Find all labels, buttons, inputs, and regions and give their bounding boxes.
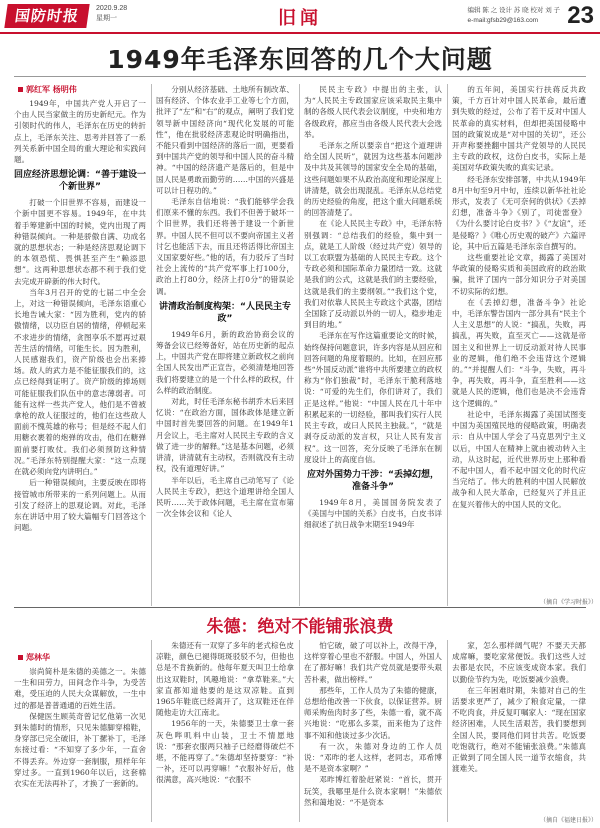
subheading: 应对外国势力干涉：“丢掉幻想，准备斗争” (307, 469, 439, 492)
article2-author: 郑林华 (26, 653, 50, 662)
editor-names: 编辑 陈 之 设计 苏 晓 校对 刘 子 (467, 7, 560, 14)
byline-square-icon (18, 655, 23, 660)
paragraph: 1956年的一天，朱德要卫士拿一套灰色哔叽料中山装，卫士不情愿地说：“那套衣服两只袖子已经磨得破烂不堪，不能再穿了。”朱德却坚持要穿：“补一补，还可以再穿嘛！”衣服补好后，他很满意，高兴地说：“衣服不 (156, 719, 294, 785)
article2-column-4 (452, 640, 586, 814)
paragraph: 这些重要社论文章，揭露了美国对华政策的侵略实质和美国政府的政治欺骗，批评了国内一部分知识分子对美国不切实际的幻想。 (452, 253, 586, 296)
article2-column-2 (156, 640, 294, 822)
paragraph: 社论中，毛泽东揭露了美国试图变中国为美国殖民地的侵略政策，明确表示：自从中国人学会了马克思列宁主义以后，中国人在精神上就由被动转入主动，从这时起，近代世界历史上那种看不起中国人，看不起中国文化的时代应当完结了。伟大的胜利的中国人民解放战争和人民大革命，已经复兴了并且正在复兴着伟大的中国人民的文化。 (452, 409, 586, 509)
weekday-text: 星期一 (96, 15, 117, 22)
date-text: 2020.9.28 (96, 5, 128, 12)
paragraph: 家，怎么那样阔气呢？不要天天都成席嘛，要吃家常便饭。我们这些人过去都是农民，不应该变成资本家。我们以勤俭节约为先，吃饭要减少浪费。 (452, 641, 586, 684)
column-divider (447, 84, 448, 606)
paragraph: 在《论人民民主专政》中，毛泽东特别强调：“总结我们的经验，集中到一点，就是工人阶级（经过共产党）领导的以工农联盟为基础的人民民主专政。这个专政必须和国际革命力量团结一致。这就是我们的公式，这就是我们的主要经验，这就是我们的主要纲领。”“我们这个党，我们对依靠人民民主专政这个武器，团结全国除了反动派以外的一切人，稳步地走到目的地。” (304, 219, 442, 330)
article1-column-1 (14, 98, 146, 606)
article1-headline: 1949年毛泽东回答的几个大问题 (107, 45, 493, 74)
article2-headline: 朱德：绝对不能铺张浪费 (206, 617, 394, 637)
article2-column-3 (304, 640, 442, 822)
paragraph: 在《丢掉幻想，准备斗争》社论中，毛泽东警告国内一部分具有“民主个人主义思想”的人说：“搞乱，失败，再搞乱，再失败，直至灭亡——这就是帝国主义和世界上一切反动派对待人民事业的逻辑，他们绝不会违背这个逻辑的。”“并提醒人们：“斗争，失败，再斗争，再失败，再斗争，直至胜利——这就是人民的逻辑，他们也是决不会违背这个逻辑的。” (452, 297, 586, 408)
masthead (0, 0, 600, 34)
column-divider (299, 84, 300, 606)
column-divider (447, 640, 448, 822)
paragraph: 1949年，中国共产党人开启了一个由人民当家做主的历史新纪元。作为引领时代的伟人，毛泽东在历史的转折点上，毛泽东关注、思考并回答了一系列关系新中国全局的重大理论和实践问题。 (14, 99, 146, 165)
column-divider (151, 640, 152, 822)
paragraph: 打破一个旧世界不容易，而建设一个新中国更不容易。1949年，在中共着手筹建新中国的时候，党内出现了两种错误倾向。一种是骄傲自满、功成名就的思想状态；一种是经济思观论调下的本领恐慌、畏惧甚至产生“赖添思想”。这两种思想状态都不利于我们党去完成开辟新的伟大时代。 (14, 198, 146, 286)
article2-byline (18, 652, 50, 663)
headline-rule (14, 76, 586, 77)
paragraph: 1949年8月，美国国务院发表了《美国与中国的关系》白皮书，白皮书详细叙述了抗日战争末期至1949年 (304, 497, 442, 530)
paragraph: 1949年6月，新的政治协商会议的筹备会议已经筹备好，站在历史新的起点上，中国共产党在即将建立新政权之前向全国人民发出严正宣告，必须清楚地回答我们将要建立的是一个什么样的政权，什么样的政治制度。 (156, 329, 294, 395)
subheading: 回应经济思想论调：“善于建设一个新世界” (14, 170, 146, 193)
paragraph: 在三年困难时期，朱德对自己的生活要求更严了，减少了粮食定量，一律不吃肉食，并反复叮嘱家人：“现在国家经济困难，人民生活艰苦，我们要想到全国人民，要同他们同甘共苦。吃饭要吃饱就行，绝对不能铺张浪费。”朱德真正做到了同全国人民一道节衣缩食，共渡难关。 (452, 685, 586, 774)
article-separator (14, 607, 586, 608)
paragraph: 经毛泽东安排部署，中共从1949年8月中旬至9月中旬，连续以新华社社论形式，发表了《无可奈何的供状》《丢掉幻想，准备斗争》《别了，司徒雷登》《为什么要讨论白皮书？》《“友谊”，还是侵略？》《唯心历史观的破产》六篇评论，其中后五篇是毛泽东亲自撰写的。 (452, 174, 586, 251)
article1-column-2 (156, 84, 294, 606)
article2-source: （摘自《福建日报》） (540, 817, 598, 824)
section-title: 旧闻 (278, 8, 322, 29)
paragraph: 半年以后，毛主席自己动笔写了《论人民民主专政》，把这个道理讲给全国人民听……关于政体问题，毛主席在宣布第一次全体会议和《论人 (156, 475, 294, 519)
article1-source: （摘自《学习时报》） (540, 599, 598, 606)
paragraph: 保健医生顾英奇曾记忆他第一次见到朱德时的情形，只见朱德脚穿棉鞋，身穿部已完全破旧，补丁摞补丁，毛泽东接过看：“不知穿了多少年，一直舍不得丢弃。外边穿一套制服，照样年年穿过多。一直到1960年以后，这套棉衣实在无法再补了，才换了一套新的。 (14, 711, 146, 789)
paragraph: 崇尚简朴是朱德的美德之一。朱德一生和田劳力，田间念作斗争，为受苦难，受压迫的人民大众谋解放，一生中过的都是普普通通的百姓生活。 (14, 667, 146, 710)
subheading: 讲清政治制度构架：“人民民主专政” (159, 301, 291, 324)
paragraph: 毛泽东之所以要亲自“把这个道理讲给全国人民听”，就因为这些基本问题涉及中共及其领导的国家安全全局的基础，这些问题如果不从政治高度和理论深度上讲清楚，就会出现混乱。毛泽东从总结党的历史经验的角度，把这个重大问题系统的回答清楚了。 (304, 141, 442, 218)
paragraph: 邓昨博红着脸赶紧说：“首长，贯开玩笑，我哪里是什么资本家啊！”朱德依然和蔼地说：“不是资本 (304, 775, 442, 807)
paragraph: 怕它破，破了可以补上，改得干净，这样穿着心里也不舒服。中国人，外国人在了都好嘛！我们共产党员就是要带头艰苦朴素，做出榜样。” (304, 641, 442, 684)
article2-column-1 (14, 666, 146, 822)
paragraph: 民民主专政》中提出的主张，认为“人民民主专政国家应该采取民主集中制的各级人民代表会议制度，中央和地方各级政府，都应当由各级人民代表大会选举。 (304, 85, 442, 139)
paragraph: 分别从经济基础、土地所有制改革、国有经济、个体农业手工业等七个方面，批评了“左”和“右”的观点，阐明了我们党领导新中国经济向“现代化发展的可能性”，他在批驳经济悲观论时明确指出，不能只看到中国经济的落后一面，更要看到中国共产党的领导和中国人民的奋斗精神。“中国的经济遗产是落后的，但是中国人民是勇敢而勤劳的……中国的兴盛是可以计日程功的。” (156, 85, 294, 195)
paragraph: 有一次，朱德对身边的工作人员说：“邓昨的老人这样，老同志，邓希博是不是资本家啊？” (304, 741, 442, 774)
page-number: 23 (567, 2, 594, 29)
email-text: e-mail:gfsb29@163.com (467, 17, 539, 24)
article1-column-3 (304, 84, 442, 606)
article1-author: 郭红军 杨明伟 (26, 85, 77, 94)
paragraph: 毛泽东自信地说：“我们能够学会我们原来不懂的东西。我们不但善于破坏一个旧世界，我们还将善于建设一个新世界。中国人民不但可以不要向帝国主义者讨乞也能活下去，而且还将活得比帝国主义国家要好些。”他的话，有力驳斥了当时社会上流传的“共产党军事上打100分，政治上打80分，经济上打0分”的错误论调。 (156, 197, 294, 296)
article1-column-4 (452, 84, 586, 596)
byline-square-icon (18, 87, 23, 92)
paragraph: 当年3月召开的党的七届二中全会上，对这一种错误倾向，毛泽东语重心长地告诫大家：“因为胜利，党内的骄傲情绪，以功臣自居的情绪，停顿起来不求进步的情绪，贪图享乐不愿再过艰苦生活的情绪，可能生长。因为胜利，人民感谢我们，资产阶级也会出来捧场。敌人的武力是不能征服我们的，这点已经得到证明了。资产阶级的捧场则可能征服我们队伍中的意志薄弱者。可能有这样一些共产党人，他们是不曾被拿枪的敌人征服过的，他们在这些敌人面前不愧英雄的称号；但是经不起人们用糖衣裹着的炮弹的攻击，他们在糖弹面前要打败仗。我们必须预防这种情况。”毛泽东特别提醒大家：“这一点现在就必须向党内讲明白。” (14, 287, 146, 477)
paragraph: 对此，时任毛泽东秘书胡乔木后来回忆说：“在政治方面，国体政体是建立新中国时首先要回答的问题。在1949年1月会议上，毛主席对人民民主专政的含义做了进一步的解释。”这是基本问题，必须讲清，讲清就有主动权，否则就没有主动权，没有道理好讲。” (156, 397, 294, 474)
paragraph: 那些年，工作人员为了朱德的健康，总想给他改善一下伙食，以保证营养。厨师采购鱼肉时多了些，朱德一看，就不高兴地说：“吃那么多菜，而来他为了这件事不知和他谈过多少次话。 (304, 685, 442, 740)
paragraph: 的五年间，美国实行扶蒋反共政策，千方百计对中国人民革命，最后遭到失败的经过，公布了若干反对中国人民革命的真实材料，但却把美国侵略中国的政策说成是“对中国的关切”，还公开声称要挫翻中国共产党领导的人民民主专政的政权，这份白皮书，实际上是美国对华政策失败的真实记录。 (452, 85, 586, 173)
paragraph: 毛泽东在写作这篇重要论文的时候，始终保持问题意识，许多内容是从回应和回答问题的角度着眼的。比如，在回应那些“外国反动派”谁将中共所要建立的政权称为“你们独裁”时，毛泽东干脆利落地说：“可爱的先生们，你们讲对了，我们正是这样。”他说：“中国人民在几十年中积累起来的一切经验，都叫我们实行人民民主专政，或曰人民民主独裁。”，“就是剥夺反动派的发言权，只让人民有发言权”。这一回答，充分反映了毛泽东在制度设计上的高度自信。 (304, 331, 442, 464)
column-divider (299, 640, 300, 822)
newspaper-logo: 国防时报 (4, 4, 89, 28)
column-divider (151, 84, 152, 606)
paragraph: 后一种错误倾向，主要反映在即将接管城市所带来的一系列问题上。从而引发了经济上的思观论调。对此，毛泽东在讲话中用了较大篇幅专门回答这个问题。 (14, 478, 146, 533)
paragraph: 朱德还有一双穿了多年的老式棕色皮凉鞋，颜色已褪得斑斑驳驳不匀，但他也总是不肯换新的。他每年夏天叫卫士给拿出这双鞋时，风趣地说：“拿草鞋来。”大家直都知道他要的是这双凉鞋。直到1965年鞋底已经离开了，这双鞋还在伴随他走访大江南北。 (156, 641, 294, 718)
editor-credits (468, 6, 560, 26)
article1-byline (18, 84, 77, 95)
